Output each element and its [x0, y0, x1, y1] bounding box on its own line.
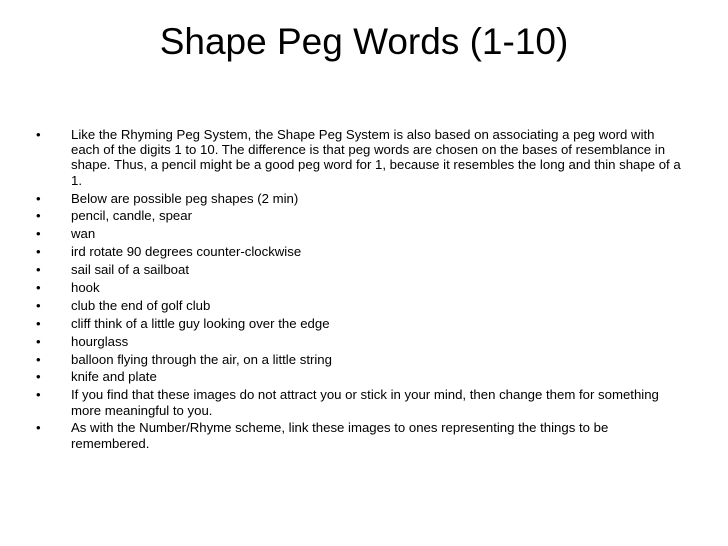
bullet-text: hourglass [71, 333, 129, 349]
bullet-item [36, 387, 686, 417]
bullet-marker: • [36, 190, 41, 206]
bullet-text: knife and plate [71, 369, 157, 385]
bullet-text: cliff think of a little guy looking over the edge [71, 315, 330, 331]
slide-title: Shape Peg Words (1-10) [159, 21, 569, 62]
bullet-marker: • [36, 208, 41, 224]
bullet-item [36, 280, 686, 295]
bullet-text: pencil, candle, spear [71, 208, 192, 224]
bullet-marker: • [36, 369, 41, 385]
bullet-item [36, 262, 686, 277]
bullet-item [36, 208, 686, 223]
bullet-text: sail sail of a sailboat [71, 262, 190, 278]
bullet-text: As with the Number/Rhyme scheme, link these images to ones representing the things to be remembered. [71, 420, 609, 451]
bullet-marker: • [36, 351, 41, 367]
bullet-marker: • [36, 127, 41, 142]
bullet-marker: • [36, 387, 41, 403]
bullet-item [36, 127, 686, 188]
bullet-text: club the end of golf club [71, 297, 211, 313]
bullet-item [36, 298, 686, 313]
bullet-marker: • [36, 262, 41, 278]
bullet-text: ird rotate 90 degrees counter-clockwise [71, 244, 302, 260]
bullet-marker: • [36, 279, 41, 295]
bullet-marker: • [36, 420, 41, 436]
bullet-list [36, 127, 686, 453]
bullet-text: If you find that these images do not attract you or stick in your mind, then change them for something more meaningful to you. [71, 387, 659, 418]
bullet-marker: • [36, 333, 41, 349]
bullet-item [36, 191, 686, 206]
bullet-item [36, 352, 686, 367]
bullet-text: hook [71, 279, 100, 295]
bullet-text: Like the Rhyming Peg System, the Shape Peg System is also based on associating a peg word with each of the digits 1 to 10. The difference is that peg words are chosen on the bases of resemblance in shape. Thus, a pencil might be a good peg word for 1, because it resembles the long and thin shape of a 1. [71, 127, 681, 188]
bullet-item [36, 226, 686, 241]
bullet-text: wan [71, 226, 96, 242]
bullet-marker: • [36, 244, 41, 260]
bullet-item [36, 334, 686, 349]
bullet-marker: • [36, 297, 41, 313]
bullet-text: Below are possible peg shapes (2 min) [71, 190, 299, 206]
bullet-text: balloon flying through the air, on a little string [71, 351, 332, 367]
bullet-marker: • [36, 315, 41, 331]
bullet-item [36, 316, 686, 331]
bullet-item [36, 420, 686, 450]
bullet-item [36, 369, 686, 384]
bullet-marker: • [36, 226, 41, 242]
bullet-item [36, 244, 686, 259]
